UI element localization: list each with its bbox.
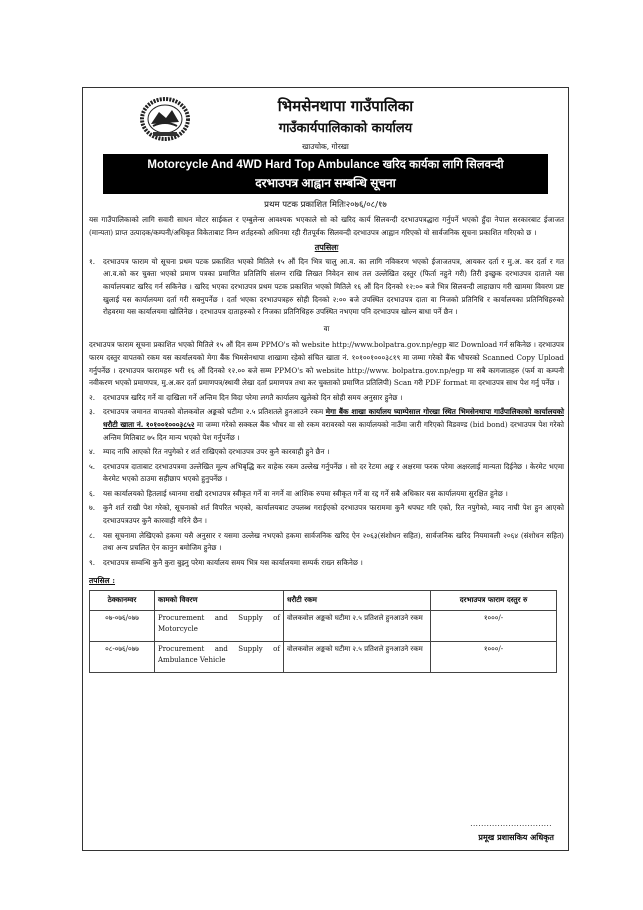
item-text: म्याद नाघि आएको रित नपुगेको र शर्त राखिएको दरभाउपत्र उपर कुनै कारवाही हुने छैन । — [103, 447, 330, 457]
item-number: ६. — [89, 488, 96, 498]
item-text: दरभाउपत्र दाताबाट दरभाउपत्रमा उल्लेखित मूल्य अभिबृद्धि कर वाहेक रकम उल्लेख गर्नुपर्नेछ । सो दर रेटमा अङ्क र अक्षरमा फरक परेमा अक्षरलाई मान्यता दिईनेछ । केरमेट भएमा केरमेट भएको ठाउमा सहीछाप भएको हुनुपर्नेछ । — [103, 461, 564, 484]
publish-date: प्रथम पटक प्रकाशित मितिः२०७६/०८/१७ — [264, 200, 387, 210]
condition-item-9 — [89, 557, 564, 570]
table-title: तपसिल : — [89, 576, 116, 586]
deposit-account-details: मेगा बैंक शाखा कार्यालय घ्याम्पेसाल गोरखा स्थित भिमसेनथापा गाउँपालिकाको कार्यालयको धरौटी खाता नं. १०१००१०००३८५२ — [103, 407, 564, 429]
item-number: ७. — [89, 503, 96, 513]
notice-title-line2: दरभाउपत्र आह्वान सम्बन्धि सूचना — [255, 176, 396, 190]
or-separator: वा — [323, 323, 330, 333]
notice-title-banner — [103, 154, 548, 194]
signatory-title: प्रमूख प्रशासकिय अधिकृत — [478, 833, 554, 842]
municipality-name: भिमसेनथापा गाउँपालिका — [277, 97, 414, 115]
contract-number: ०८-०७६/०७७ — [90, 642, 155, 673]
item-text: यस सूचनामा लेखिएको हकमा यसै अनुसार र यसमा उल्लेख नभएको हकमा सार्वजनिक खरिद ऐन २०६३(संशोधन सहित), सार्वजनिक खरिद नियमावली २०६४ (संशोधन सहित) तथा अन्य प्रचलित ऐन कानुन बमोजिम हुनेछ । — [103, 530, 564, 553]
header-work-description: कामको विवरण — [155, 591, 284, 611]
item-text — [103, 406, 564, 444]
notice-title-line1: Motorcycle And 4WD Hard Top Ambulance खरिद कार्यका लागि सिलवन्दी — [147, 159, 504, 171]
header-bid-security: धरौटी रकम — [284, 591, 431, 611]
item-number: ८. — [89, 530, 96, 540]
contract-number: ०७-०७६/०७७ — [90, 611, 155, 642]
header-form-fee: दरभाउपत्र फाराम दस्तुर रु — [431, 591, 557, 611]
details-heading: तपसिलः — [314, 242, 339, 253]
item-number: ५. — [89, 461, 96, 471]
table-header-row — [90, 591, 557, 611]
office-location: खाउचोक, गोरखा — [302, 142, 349, 151]
condition-item-7 — [89, 502, 564, 527]
office-name: गाउँकार्यपालिकाको कार्यालय — [278, 121, 413, 136]
notice-frame — [82, 87, 569, 851]
form-fee: १०००/- — [431, 611, 557, 642]
condition-item-8 — [89, 530, 564, 555]
bid-security: वोलकवोल अङ्कको घटीमा २.५ प्रतिशले हुनआउने रकम — [284, 611, 431, 642]
form-fee: १०००/- — [431, 642, 557, 673]
contracts-table — [89, 590, 557, 673]
item-number: ४. — [89, 447, 96, 457]
online-submission-paragraph: दरभाउपत्र फाराम सूचना प्रकाशित भएको मितिले १५ औं दिन सम्म PPMO's को website http://www.bolpatra.gov.np/egp बाट Download गर्न सकिनेछ । दरभाउपत्र फारम दस्तुर वापतको रकम यस कार्यालयको मेगा बैंक भिमसेनथापा शाखामा रहेको संचित खाता नं. १०१००१०००३८१९ मा जम्मा गरेको बैंक भौचरको Scanned Copy Upload गर्नुपर्नेछ । दरभाउपत्र फारामहरु भरी १६ औं दिनको १२.०० बजे सम्म PPMO's को website http://www. bolpatra.gov.np/egp मा सबै कागजातहरु (फर्म वा कम्पनी नवीकरण भएको प्रमाणपत्र, मु.अ.कर दर्ता प्रमाणपत्र/स्थायी लेखा दर्ता प्रमाणपत्र तथा कर चुक्ताको प्रमाणित प्रतिलिपी) Scan गरी PDF format मा दरभाउपत्र साथ पेश गर्नु पर्नेछ । — [89, 340, 564, 388]
table-row — [90, 611, 557, 642]
bid-security: वोलकवोल अङ्कको घटीमा २.५ प्रतिशले हुनआउने रकम — [284, 642, 431, 673]
condition-item-6 — [89, 488, 564, 501]
work-description: Procurement and Supply of Motorcycle — [155, 611, 284, 642]
item-text: दरभाउपत्र खरिद गर्ने वा दाखिला गर्ने अन्तिम दिन विदा परेमा लगतै कार्यालय खुलेको दिन सोही समय अनुसार हुनेछ । — [103, 392, 403, 402]
condition-item-3 — [89, 406, 564, 444]
condition-item-2 — [89, 392, 564, 405]
intro-paragraph: यस गाउँपालिकाको लागि सवारी साधन मोटर साईकल र एम्बुलेन्स आवश्यक भएकाले सो को खरिद कार्य सिलवन्दी दरभाउपत्रद्धारा गर्नुपर्ने भएको हुँदा नेपाल सरकारबाट ईजाजत (मान्यता) प्राप्त उत्पादक/कम्पनी/अधिकृत विकेताबाट निम्न शर्तहरुको अधिनमा रही रीतपूर्वक सिलवन्दी दरभाउपत्र आह्वान गरिएको यो सार्वजनिक सूचना प्रकाशित गरिएको छ । — [89, 215, 564, 237]
item-text: कुनै शर्त राखी पेश गरेको, सूचनाको शर्त विपरित भएको, कार्यालयबाट उपलब्ध गराईएको दरभाउपत्र फाराममा कुनै थपघट गरि एको, रित नपुगेको, म्याद नाघी पेश हुन आएको दरभाउपत्रउपर कुनै कारवाही गरिने छैन । — [103, 503, 564, 526]
item-text: दरभाउपत्र सम्वन्धि कुनै कुरा बुझ्नु परेमा कार्यालय समय भित्र यस कार्यालयमा सम्पर्क राख्न सकिनेछ । — [103, 557, 363, 567]
item-number: ९. — [89, 557, 96, 567]
item-text: यस कार्यालयको हितलाई ध्यानमा राखी दरभाउपत्र स्वीकृत गर्ने वा नगर्ने वा आंशिक रुपमा स्वीकृत गर्ने वा रद्द गर्ने सबै अधिकार यस कार्यालयमा सुरक्षित हुनेछ । — [103, 488, 508, 498]
table-row — [90, 642, 557, 673]
condition-item-1 — [89, 256, 564, 319]
notice-body — [89, 214, 564, 673]
item-text: दरभाउपत्र फाराम यो सूचना प्रथम पटक प्रकाशित भएको मितिले १५ औं दिन भित्र चालु आ.व. का लागि नविकरण भएको ईजाजतपत्र, आयकर दर्ता र मु.अ. कर दर्ता र गत आ.व.को कर चुक्ता भएको प्रमाण पत्रका प्रमाणित प्रतिलिपि संलग्न राखि लिखत निवेदन साथ तल उल्लेखित दस्तुर (फिर्ता नहुने गरी) तिरी इच्छुक दरभाउपत्र दाताले यस कार्यालयबाट खरिद गर्न सकिनेछ । खरिद भएका दरभाउपत्र प्रथम पटक प्रकाशित भएको मितिले १६ औं दिन दिनको १२:०० बजे भित्र सिलवन्दी लाहाछाप गरी खाममा विवरण प्रष्ट खुलाई यस कार्यालयमा दर्ता गरी सक्नुपर्नेछ । दर्ता भएका दरभाउपत्रहरु सोही दिनको २:०० बजे उपस्थित दरभाउपत्र दाता वा निजको प्रतिनिधि र कार्यालयका प्रतिनिधिहरुको रोहवरमा यस कार्यालयमा खोलिनेछ । दरभाउपत्र दाताहरुको र निजका प्रतिनिधिहरु उपस्थित नभएमा पनि दरभाउपत्र खोल्न बाधा पर्ने छैन । — [103, 256, 564, 317]
condition-item-4 — [89, 446, 564, 459]
header-contract-number: ठेक्कानम्वर — [90, 591, 155, 611]
item-number: २. — [89, 392, 96, 402]
work-description: Procurement and Supply of Ambulance Vehicle — [155, 642, 284, 673]
item-number: ३. — [89, 407, 96, 417]
signature-line: .............................. — [470, 820, 552, 828]
item-text-pre: दरभाउपत्र जमानत वापतको वोलकवोल अङ्कको घटीमा २.५ प्रतिशतले हुनआउने रकम — [103, 407, 326, 417]
condition-item-5 — [89, 461, 564, 486]
item-text-post: मा जम्मा गरेको सक्कल बैंक भौचर वा सो रकम वरावरको यस कार्यालयको नाउँमा जारी गरिएको विडवण्ड (bid bond) दरभाउपत्र पेश गरेको अन्तिम मितिबाट ७५ दिन मान्य भएको पेश गर्नुपर्नेछ । — [103, 419, 564, 442]
item-number: १. — [89, 256, 96, 266]
